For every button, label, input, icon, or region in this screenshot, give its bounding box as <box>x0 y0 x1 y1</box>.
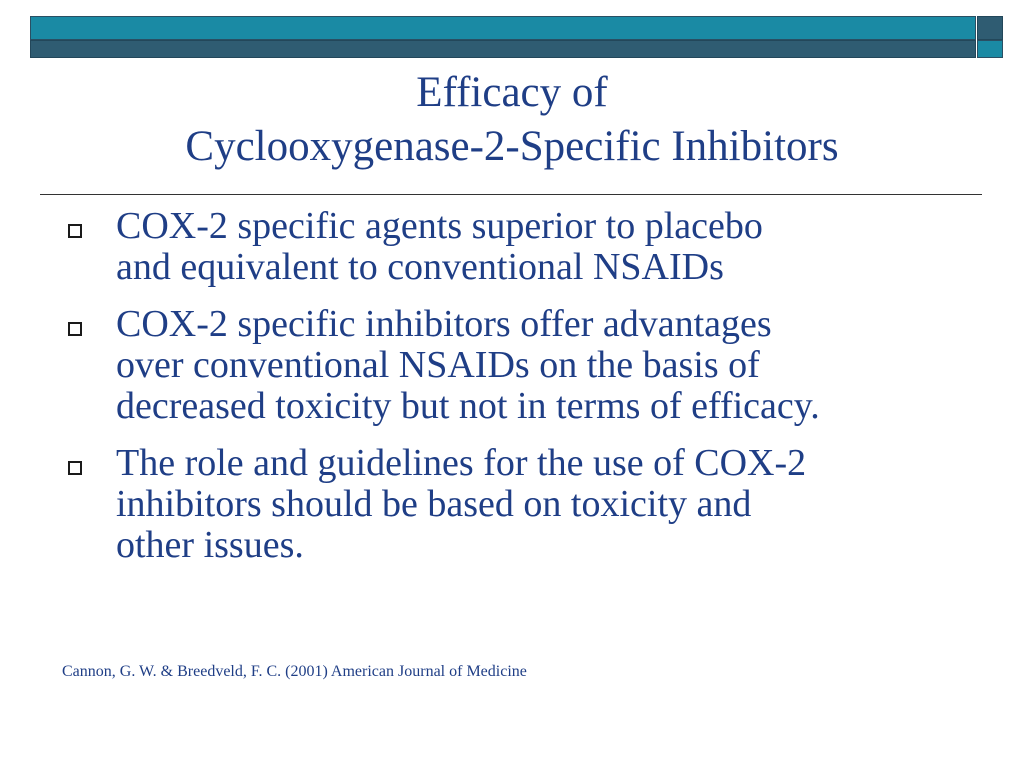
bullet-text-line: other issues. <box>116 524 304 566</box>
bullet-item <box>62 304 992 427</box>
bullet-text-line: COX-2 specific agents superior to placebo <box>116 205 763 247</box>
bullet-item <box>62 206 992 288</box>
bullet-item <box>62 443 992 566</box>
header-corner-square-top <box>977 16 1003 40</box>
title-divider <box>40 194 982 195</box>
bullet-text-line: decreased toxicity but not in terms of efficacy. <box>116 385 820 427</box>
square-bullet-icon <box>68 461 82 475</box>
square-bullet-icon <box>68 224 82 238</box>
header-banner-bottom <box>30 40 976 58</box>
citation: Cannon, G. W. & Breedveld, F. C. (2001) American Journal of Medicine <box>62 663 527 680</box>
bullet-text-line: and equivalent to conventional NSAIDs <box>116 246 724 288</box>
slide-title-line-1: Efficacy of <box>416 69 608 116</box>
square-bullet-icon <box>68 322 82 336</box>
bullet-text-line: COX-2 specific inhibitors offer advantages <box>116 303 772 345</box>
bullet-text-line: over conventional NSAIDs on the basis of <box>116 344 760 386</box>
bullet-text-line: inhibitors should be based on toxicity and <box>116 483 752 525</box>
bullet-text-line: The role and guidelines for the use of COX-2 <box>116 442 807 484</box>
slide-title-line-2: Cyclooxygenase-2-Specific Inhibitors <box>185 123 839 170</box>
bullet-list <box>62 206 992 582</box>
header-banner-top <box>30 16 976 40</box>
slide-title <box>0 66 1024 174</box>
header-corner-square-bottom <box>977 40 1003 58</box>
